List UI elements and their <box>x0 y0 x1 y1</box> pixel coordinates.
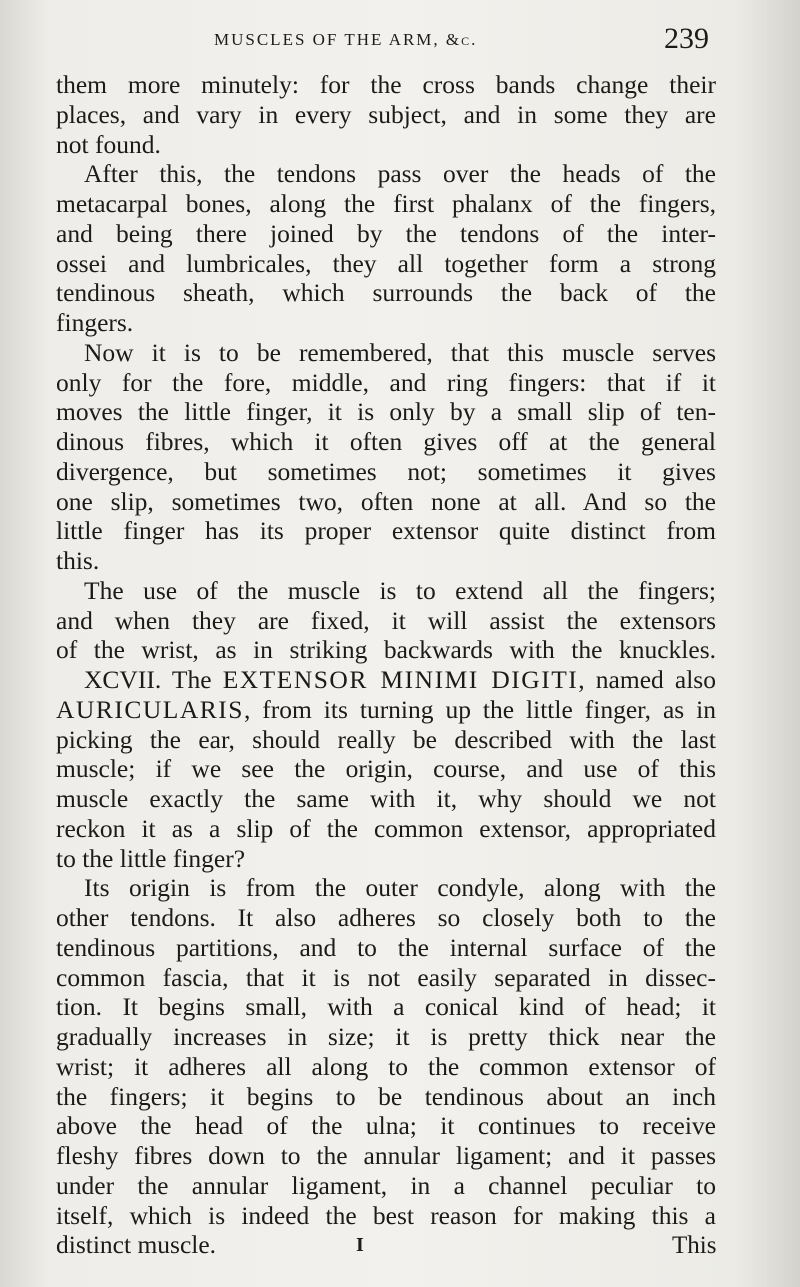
running-head: MUSCLES OF THE ARM, &c. <box>214 30 478 49</box>
text-line: little finger has its proper extensor quite distinct from <box>56 516 716 546</box>
text-line: distinct muscle. <box>56 1230 217 1260</box>
text-line: common fascia, that it is not easily separated in dissec- <box>56 962 716 992</box>
text-line: them more minutely: for the cross bands change their <box>56 70 716 99</box>
section-heading-line <box>56 665 716 695</box>
section-number: XCVII. The <box>84 665 223 694</box>
text-line: itself, which is indeed the best reason for making this a <box>56 1200 716 1230</box>
text-line: under the annular ligament, in a channel peculiar to <box>56 1170 716 1200</box>
text-line: reckon it as a slip of the common extensor, appropriated <box>56 813 716 843</box>
text-line: wrist; it adheres all along to the common extensor of <box>56 1051 716 1081</box>
page-header <box>0 22 800 62</box>
text-line: muscle; if we see the origin, course, and use of this <box>56 754 716 784</box>
text-line: divergence, but sometimes not; sometimes it gives <box>56 456 716 486</box>
alt-muscle-name: AURICULARIS <box>56 694 244 724</box>
text-line: of the wrist, as in striking backwards with the knuckles. <box>56 635 716 665</box>
text-line: ossei and lumbricales, they all together form a strong <box>56 248 716 278</box>
text-line: fingers. <box>56 308 134 337</box>
text-line: dinous fibres, which it often gives off at the general <box>56 427 716 456</box>
page-number: 239 <box>664 22 709 55</box>
text-line: tendinous sheath, which surrounds the back of the <box>56 278 716 308</box>
text-line: other tendons. It also adheres so closely both to the <box>56 903 716 932</box>
text-line: tion. It begins small, with a conical kind of head; it <box>56 992 716 1022</box>
text-line: the fingers; it begins to be tendinous about an inch <box>56 1081 716 1111</box>
muscle-name: EXTENSOR MINIMI DIGITI <box>222 665 579 694</box>
text-line: metacarpal bones, along the first phalanx of the fingers, <box>56 189 716 218</box>
text-line: this. <box>56 546 100 575</box>
paragraph-first-line: The use of the muscle is to extend all the fingers; <box>84 575 716 605</box>
text-line: picking the ear, should really be described with the last <box>56 724 716 754</box>
text-line: and being there joined by the tendons of the inter- <box>56 218 716 248</box>
paragraph-first-line: After this, the tendons pass over the heads of the <box>84 159 716 189</box>
text-line: fleshy fibres down to the annular ligament; and it passes <box>56 1141 716 1170</box>
signature-mark: I <box>356 1234 364 1256</box>
text-line: muscle exactly the same with it, why should we not <box>56 784 716 813</box>
text-line: and when they are fixed, it will assist the extensors <box>56 605 716 635</box>
text-line: gradually increases in size; it is pretty thick near the <box>56 1022 716 1051</box>
text-line: one slip, sometimes two, often none at all. And so the <box>56 486 716 516</box>
text-line <box>56 695 716 725</box>
paragraph-first-line: Now it is to be remembered, that this muscle serves <box>84 337 716 367</box>
body-text <box>56 70 716 1260</box>
text-line: only for the fore, middle, and ring fingers: that if it <box>56 367 716 397</box>
paragraph-first-line: Its origin is from the outer condyle, along with the <box>84 873 716 903</box>
text-line: places, and vary in every subject, and in some they are <box>56 99 716 129</box>
named-also-text: , named also <box>578 665 716 694</box>
text-line: moves the little finger, it is only by a small slip of ten- <box>56 397 716 427</box>
text-line-rest: , from its turning up the little finger, as in <box>243 694 716 724</box>
text-line: not found. <box>56 129 161 159</box>
page-footer <box>0 1228 800 1268</box>
catchword: This <box>672 1232 717 1259</box>
text-line: to the little finger? <box>56 843 246 873</box>
text-line: tendinous partitions, and to the internal surface of the <box>56 932 716 962</box>
text-line: above the head of the ulna; it continues to receive <box>56 1111 716 1141</box>
